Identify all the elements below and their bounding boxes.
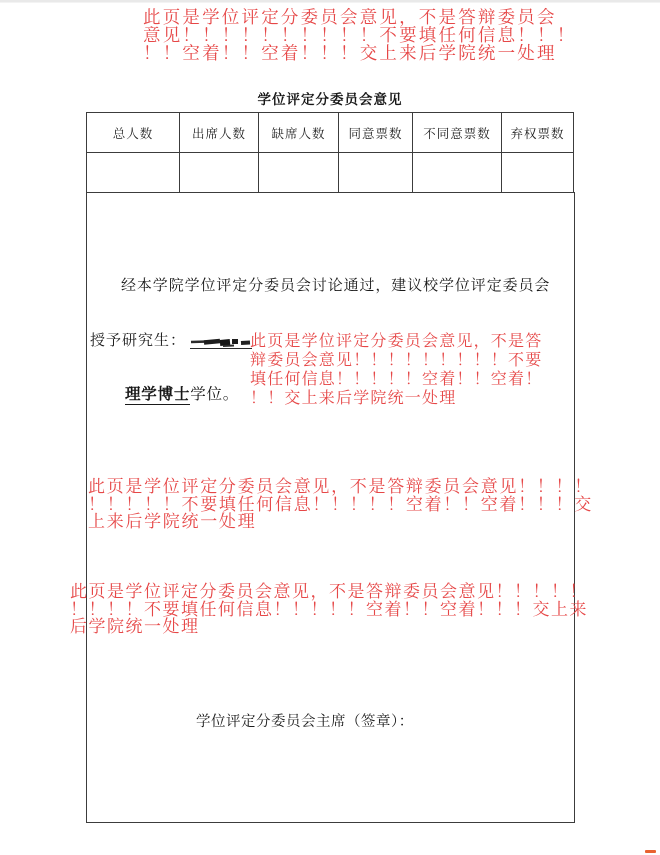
vote-header-cell: 出席人数 xyxy=(180,113,259,152)
vote-header-cell: 弃权票数 xyxy=(510,126,565,141)
degree-line xyxy=(125,382,239,404)
vote-value-cell xyxy=(87,153,180,192)
vote-table-header-row xyxy=(87,113,573,153)
vote-header-cell: 总人数 xyxy=(87,113,180,152)
warning-line: 后学院统一处理 xyxy=(70,617,200,636)
warning-note-lower-b xyxy=(70,583,588,636)
redacted-name-scribble xyxy=(190,335,252,349)
chair-signature-label: 学位评定分委员会主席（签章）： xyxy=(196,714,414,730)
warning-line: 意见！！！！！！！！！！不要填任何信息！！！ xyxy=(143,25,577,45)
warning-note-top xyxy=(143,8,576,62)
degree-name: 理学博士 xyxy=(125,386,191,403)
warning-line: ！！！！不要填任何信息！！！！！空着！！空着！！！交上来 xyxy=(70,599,588,619)
warning-line: 上来后学院统一处理 xyxy=(88,512,257,531)
vote-value-cell xyxy=(339,153,413,192)
grant-student-label: 授予研究生： xyxy=(90,333,187,349)
warning-line: ！！空着！！空着！！！交上来后学院统一处理 xyxy=(143,43,557,63)
degree-suffix: 学位。 xyxy=(190,386,240,403)
vote-table-value-row xyxy=(87,153,573,192)
resolution-text: 经本学院学位评定分委员会讨论通过，建议校学位评定委员会 xyxy=(121,278,551,294)
vote-header-cell: 缺席人数 xyxy=(259,113,339,152)
form-title: 学位评定分委员会意见 xyxy=(257,92,403,107)
warning-note-middle xyxy=(250,332,542,408)
warning-line: 此页是学位评定分委员会意见，不是答 xyxy=(250,333,543,350)
vote-value-cell xyxy=(413,153,502,192)
red-artifact-mark xyxy=(645,850,656,853)
vote-count-table xyxy=(86,112,574,193)
warning-line: 此页是学位评定分委员会意见，不是答辩委员会 xyxy=(143,7,557,27)
vote-value-cell xyxy=(502,153,573,192)
warning-line: 此页是学位评定分委员会意见，不是答辩委员会意见！！！！！ xyxy=(70,582,588,601)
scribble-icon xyxy=(190,335,252,349)
warning-line: ！！！！！不要填任何信息！！！！！空着！！空着！！！交 xyxy=(88,494,593,514)
warning-line: 填任何信息！！！！！空着！！空着！ xyxy=(250,371,543,388)
vote-value-cell xyxy=(180,153,259,192)
vote-value-cell xyxy=(259,153,339,192)
warning-line: 辩委员会意见！！！！！！！！！不要 xyxy=(250,352,543,369)
warning-note-lower-a xyxy=(88,478,593,531)
warning-line: 此页是学位评定分委员会意见，不是答辩委员会意见！！！！ xyxy=(88,477,593,496)
vote-header-cell: 同意票数 xyxy=(339,113,413,152)
page-top-edge-shadow xyxy=(0,0,660,3)
warning-line: ！！交上来后学院统一处理 xyxy=(250,390,457,407)
vote-header-cell: 不同意票数 xyxy=(413,113,502,152)
